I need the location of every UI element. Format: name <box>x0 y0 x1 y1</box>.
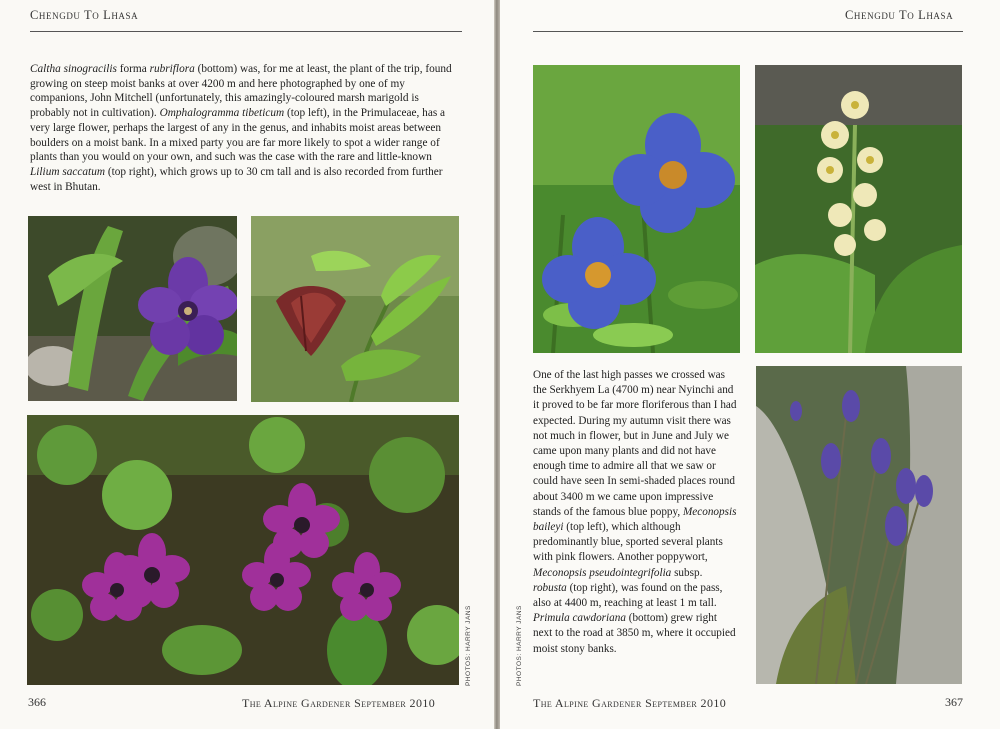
photo-credit-right: PHOTOS: HARRY JANS <box>516 605 523 686</box>
photo-meconopsis-pseudointegrifolia <box>755 65 962 353</box>
footer-title-left: The Alpine Gardener September 2010 <box>242 696 436 710</box>
running-head-right: Chengdu To Lhasa <box>845 8 954 22</box>
page-number-right: 367 <box>945 695 963 709</box>
header-rule-left <box>30 31 462 32</box>
photo-primula-cawdoriana <box>756 366 962 684</box>
page-number-left: 366 <box>28 695 46 709</box>
photo-caltha-sinogracilis <box>27 415 459 685</box>
right-page <box>500 0 1000 729</box>
right-body-text: One of the last high passes we crossed was the Serkhyem La (4700 m) near Nyinchi and it proved to be far more floriferous than I had expected. During my autumn visit there was not much in flower, but in June and July we came upon many plants and did not have enough time to admire all that we saw or could have seen In semi-shaded places round about 3400 m we came upon impressive stands of the famous blue poppy, Meconopsis baileyi (top left), which although predominantly blue, sported several plants with pink flowers. Another poppywort, Meconopsis pseudointegrifolia subsp. robusta (top right), was found on the pass, also at 4400 m, reaching at least 1 m tall. Primula cawdoriana (bottom) grew right next to the road at 3850 m, where it occupied moist stony banks. <box>533 369 737 655</box>
photo-credit-left: PHOTOS: HARRY JANS <box>465 605 472 686</box>
footer-title-right: The Alpine Gardener September 2010 <box>533 696 727 710</box>
photo-lilium-saccatum <box>251 216 459 402</box>
left-page <box>0 0 494 729</box>
photo-meconopsis-baileyi <box>533 65 740 353</box>
header-rule-right <box>533 31 963 32</box>
left-body-text: Caltha sinogracilis forma rubriflora (bottom) was, for me at least, the plant of the trip, found growing on steep moist banks at over 4200 m and here photographed by one of my companions, John Mitchell (unfortunately, this amazingly-coloured marsh marigold is probably not in cultivation). Omphalogramma tibeticum (top left), in the Primulaceae, has a very large flower, perhaps the largest of any in the genus, and inhabits moist areas between boulders on a moist bank. In a mixed party you are far more likely to spot a wider range of plants than you would on your own, and such was the case with the rare and little-known Lilium saccatum (top right), which grows up to 30 cm tall and is also recorded from further west in Bhutan. <box>30 63 452 193</box>
running-head-left: Chengdu To Lhasa <box>30 8 139 22</box>
photo-omphalogramma-tibeticum <box>28 216 237 401</box>
